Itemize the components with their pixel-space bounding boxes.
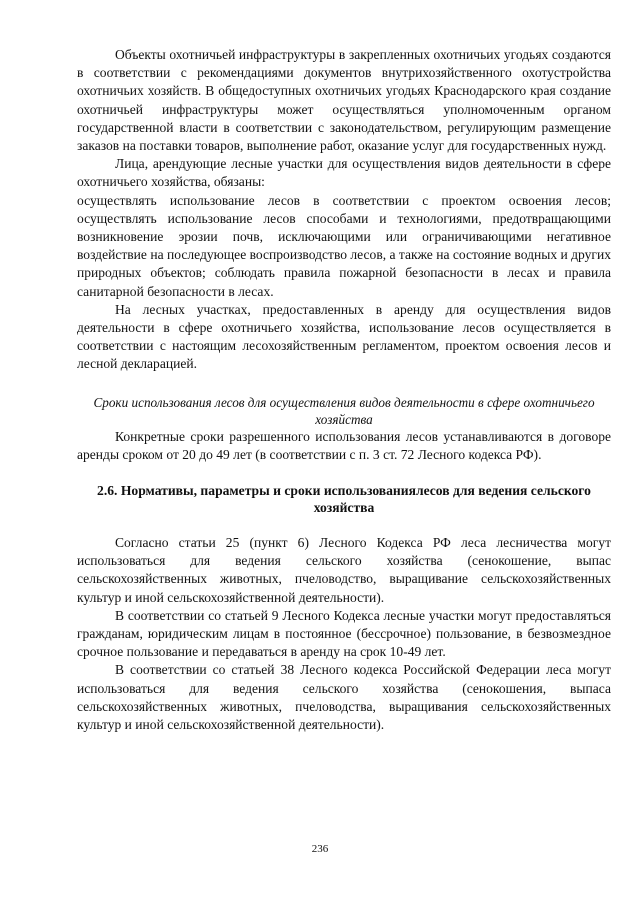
paragraph-obligations-list: осуществлять использование лесов в соответствии с проектом освоения лесов; осуществлять использование лесов способами и технологиями, предотвращающими возникновение эрозии почв, исключающими или ограничивающими негативное воздействие на последующее воспроизводство лесов, а также на состояние водных и других природных объектов; соблюдать правила пожарной безопасности в лесах и правила санитарной безопасности в лесах.	[77, 192, 611, 299]
paragraph-lease-term: Конкретные сроки разрешенного использования лесов устанавливаются в договоре аренды сроком от 20 до 49 лет (в соответствии с п. 3 ст. 72 Лесного кодекса РФ).	[77, 428, 611, 462]
paragraph-leased-plots: На лесных участках, предоставленных в аренду для осуществления видов деятельности в сфере охотничьего хозяйства, использование лесов осуществляется в соответствии с настоящим лесохозяйственным регламентом, проектом освоения лесов и лесной декларацией.	[77, 301, 611, 372]
paragraph-article-38: В соответствии со статьей 38 Лесного кодекса Российской Федерации леса могут использоваться для ведения сельского хозяйства (сенокошения, выпаса сельскохозяйственных животных, пчеловодства, выращивания сельскохозяйственных культур и иной сельскохозяйственной деятельности).	[77, 662, 611, 733]
subheading-use-periods: Сроки использования лесов для осуществления видов деятельности в сфере охотничьего хозяйства	[93, 394, 595, 427]
document-body	[77, 46, 611, 734]
section-heading-2-6: 2.6. Нормативы, параметры и сроки использованиялесов для ведения сельского хозяйства	[97, 483, 591, 516]
paragraph-article-9: В соответствии со статьей 9 Лесного Кодекса лесные участки могут предоставляться гражданам, юридическим лицам в постоянное (бессрочное) пользование, в безвозмездное срочное пользование и передаваться в аренду на срок 10-49 лет.	[77, 607, 611, 660]
page-number: 236	[311, 843, 329, 855]
paragraph-hunting-infrastructure: Объекты охотничьей инфраструктуры в закрепленных охотничьих угодьях создаются в соответствии с рекомендациями документов внутрихозяйственного охотустройства охотничьих хозяйств. В общедоступных охотничьих угодьях Краснодарского края создание охотничьей инфраструктуры может осуществляться уполномоченным органом государственной власти в соответствии с законодательством, регулирующим размещение заказов на поставки товаров, выполнение работ, оказание услуг для государственных нужд.	[77, 47, 611, 154]
paragraph-lessee-obligations: Лица, арендующие лесные участки для осуществления видов деятельности в сфере охотничьего хозяйства, обязаны:	[77, 156, 611, 190]
paragraph-article-25: Согласно статьи 25 (пункт 6) Лесного Кодекса РФ леса лесничества могут использоваться для ведения сельского хозяйства (сенокошение, выпас сельскохозяйственных животных, пчеловодство, выращивание сельскохозяйственных культур и иной сельскохозяйственной деятельности).	[77, 535, 611, 605]
